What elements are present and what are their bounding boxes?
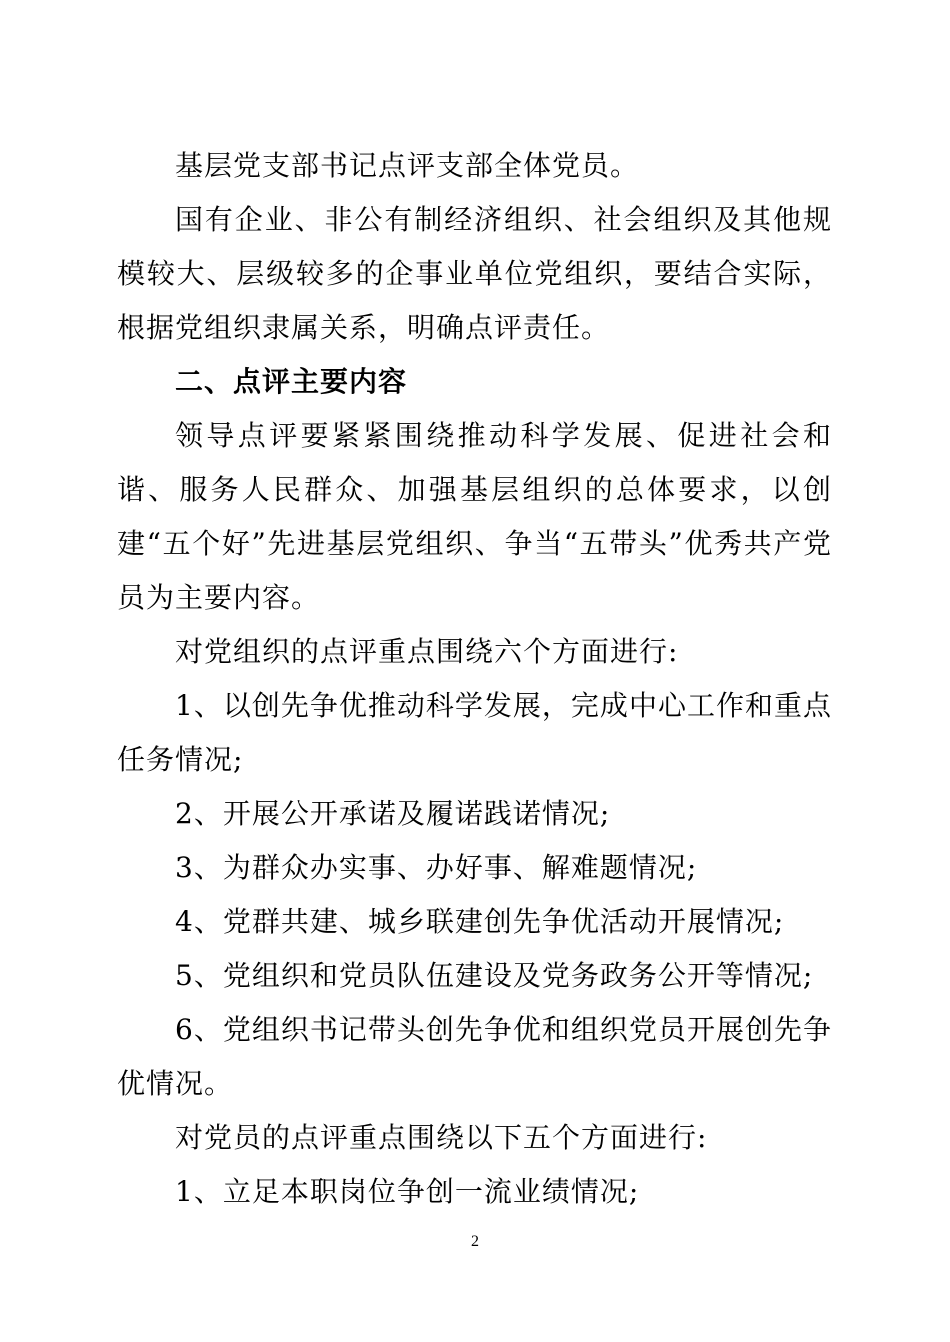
list-item-member-1: 1、立足本职岗位争创一流业绩情况; xyxy=(175,1175,640,1208)
list-item-org-3: 3、为群众办实事、办好事、解难题情况; xyxy=(175,851,698,884)
list-item-org-2: 2、开展公开承诺及履诺践诺情况; xyxy=(175,797,611,830)
paragraph-member-review-intro: 对党员的点评重点围绕以下五个方面进行: xyxy=(175,1121,708,1154)
paragraph-leader-review: 领导点评要紧紧围绕推动科学发展、促进社会和谐、服务人民群众、加强基层组织的总体要求，以创建“五个好”先进基层党组织、争当“五带头”优秀共产党员为主要内容。 xyxy=(117,419,832,614)
list-item-org-6: 6、党组织书记带头创先争优和组织党员开展创先争优情况。 xyxy=(117,1013,832,1100)
paragraph-branch-secretary: 基层党支部书记点评支部全体党员。 xyxy=(175,149,640,182)
list-item-org-5: 5、党组织和党员队伍建设及党务政务公开等情况; xyxy=(175,959,814,992)
page-number: 2 xyxy=(471,1233,479,1250)
list-item-org-1: 1、以创先争优推动科学发展，完成中心工作和重点任务情况; xyxy=(117,689,832,776)
list-item-org-4: 4、党群共建、城乡联建创先争优活动开展情况; xyxy=(175,905,785,938)
section-heading: 二、点评主要内容 xyxy=(175,365,408,398)
paragraph-org-review-intro: 对党组织的点评重点围绕六个方面进行: xyxy=(175,635,679,668)
paragraph-large-organizations: 国有企业、非公有制经济组织、社会组织及其他规模较大、层级较多的企事业单位党组织，要结合实际，根据党组织隶属关系，明确点评责任。 xyxy=(117,203,832,344)
